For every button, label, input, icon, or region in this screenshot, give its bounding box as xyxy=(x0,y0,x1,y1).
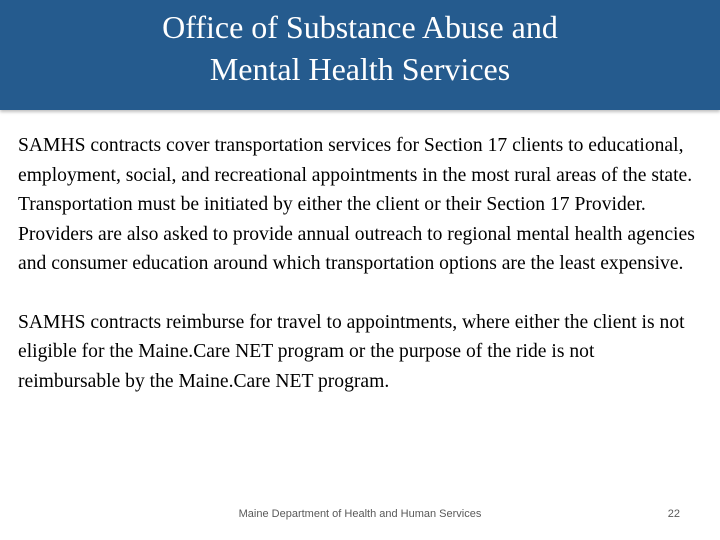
page-number: 22 xyxy=(667,508,680,520)
slide-title-line-1: Office of Substance Abuse and xyxy=(162,9,558,45)
paragraph-travel-reimbursement: SAMHS contracts reimburse for travel to appointments, where either the client is not eligible for the Maine.Care NET program or the purpose of the ride is not reimbursable by the Maine.Care NET program. xyxy=(18,311,685,392)
slide-title-line-2: Mental Health Services xyxy=(209,51,511,87)
slide-body xyxy=(18,131,698,425)
title-band xyxy=(0,0,720,110)
footer-department: Maine Department of Health and Human Services xyxy=(238,508,482,520)
paragraph-transportation-services: SAMHS contracts cover transportation services for Section 17 clients to educational, employment, social, and recreational appointments in the most rural areas of the state. Transportation must be initiated by either the client or their Section 17 Provider. Providers are also asked to provide annual outreach to regional mental health agencies and consumer education around which transportation options are the least expensive. xyxy=(18,135,700,274)
slide-title xyxy=(0,6,720,90)
